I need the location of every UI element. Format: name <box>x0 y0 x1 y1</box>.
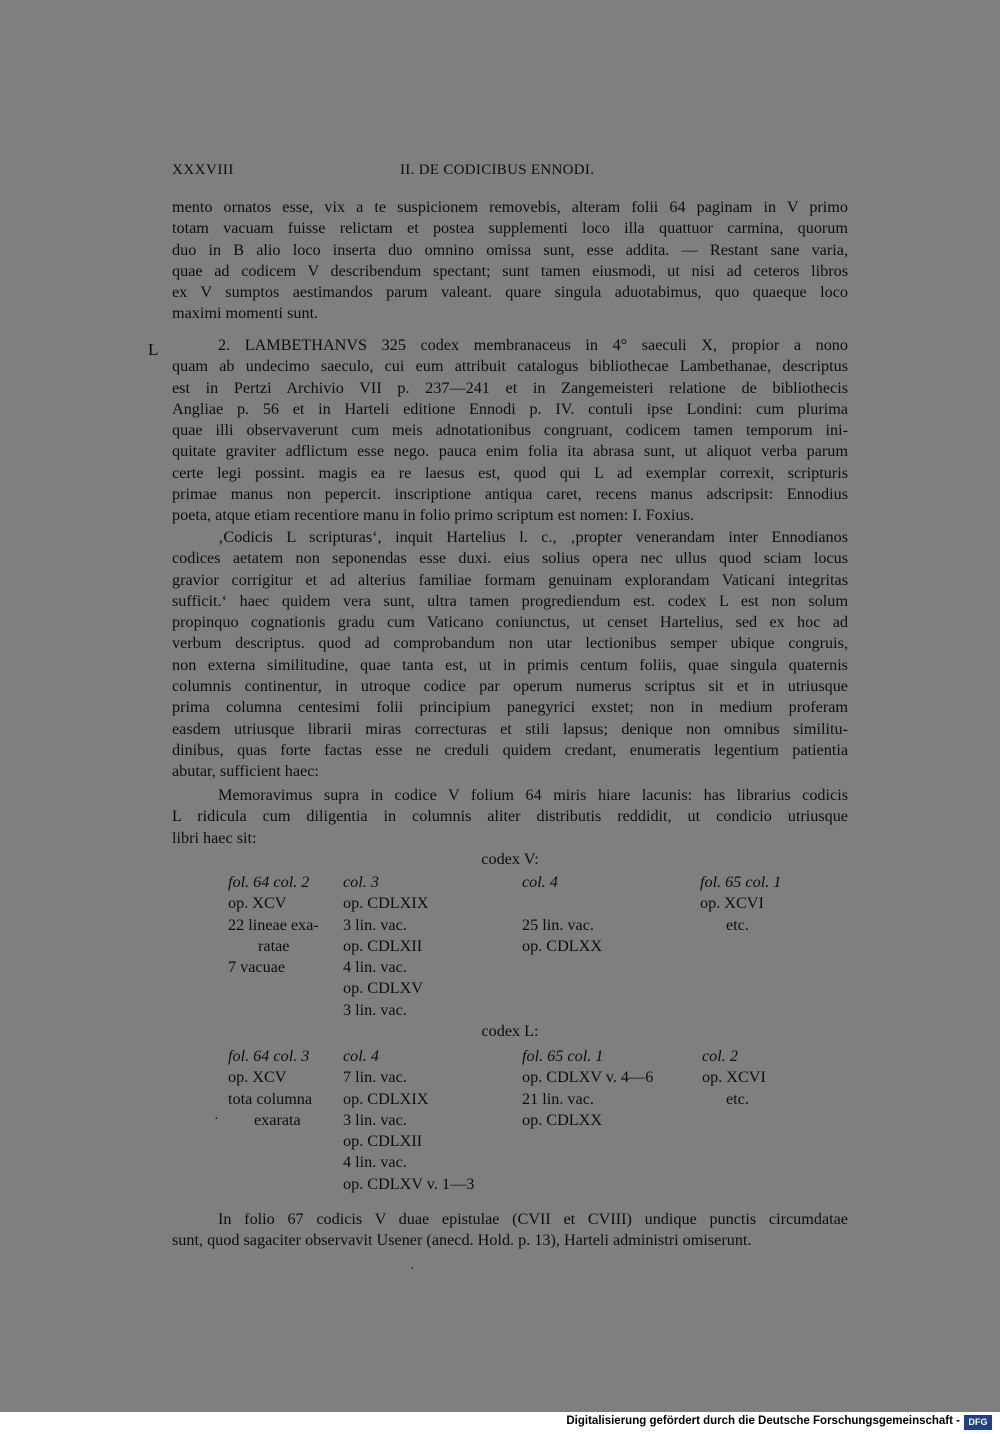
table-cell: op. CDLXV v. 4—6 <box>522 1068 654 1087</box>
text-line: est in Pertzi Archivio VII p. 237—241 et in Zangemeisteri relatione de bibliothecis <box>172 378 848 397</box>
text-line: mento ornatos esse, vix a te suspicionem removebis, alteram folii 64 paginam in V primo <box>172 198 848 216</box>
table-cell: exarata <box>254 1110 301 1129</box>
page-number: XXXVIII <box>172 162 234 178</box>
table-cell: op. XCV <box>228 894 287 913</box>
text-line: poeta, atque etiam recentiore manu in folio primo scriptum est nomen: I. Foxius. <box>172 506 694 525</box>
text-line: dinibus, quas forte factas esse ne creduli quidem credant, enumeratis legentium patientia <box>172 740 848 759</box>
table-cell: etc. <box>726 915 749 934</box>
table-cell: ratae <box>258 936 290 955</box>
table-cell: 7 lin. vac. <box>343 1068 407 1087</box>
table-cell: op. CDLXII <box>343 936 423 955</box>
text-line: gravior corrigitur et ad alterius familiae formam genuinam explorandam Vaticani integritas <box>172 570 848 589</box>
text-line: L ridicula cum diligentia in columnis aliter distributis reddidit, ut condicio utriusque <box>172 807 848 826</box>
text-line: In folio 67 codicis V duae epistulae (CVII et CVIII) undique punctis circumdatae <box>218 1210 848 1228</box>
text-line: non externa similitudine, quae tanta est, ut in primis centum foliis, quae singula quaternis <box>172 655 848 674</box>
codex-l-col-3 <box>522 1046 653 1131</box>
table-cell: op. XCV <box>228 1068 287 1087</box>
text-line: libri haec sit: <box>172 828 257 847</box>
table-cell: op. XCVI <box>700 894 764 913</box>
text-line: propinquo cognationis gradu cum Vaticano coniunctus, ut censet Hartelius, sed ex hoc ad <box>172 613 848 632</box>
table-cell: op. CDLXII <box>343 1132 423 1151</box>
text-line: verbum descriptus. quod ad comprobandum non utar lectionibus semper ubique congruis, <box>172 634 848 653</box>
col-heading: fol. 64 col. 2 <box>228 873 310 891</box>
table-cell: op. CDLXX <box>522 936 603 955</box>
codex-v-col-1 <box>228 872 319 978</box>
col-heading: col. 4 <box>522 873 558 891</box>
codex-v-col-2 <box>343 872 428 1021</box>
codex-l-col-1 <box>228 1046 312 1131</box>
text-line: quae illi observaverunt cum meis adnotationibus congruant, codicem tamen temporum ini- <box>172 421 848 440</box>
footer-banner <box>0 1412 1000 1434</box>
table-cell: op. CDLXV v. 1—3 <box>343 1174 475 1193</box>
codex-v-col-4 <box>700 872 781 936</box>
table-cell: tota columna <box>228 1089 313 1108</box>
col-heading: col. 3 <box>343 873 379 891</box>
codex-l-title: codex L: <box>481 1022 539 1040</box>
table-cell: 4 lin. vac. <box>343 958 407 977</box>
text-line: maximi momenti sunt. <box>172 304 319 323</box>
col-heading: fol. 65 col. 1 <box>700 873 782 891</box>
table-cell: etc. <box>726 1089 749 1108</box>
table-cell: op. CDLXIX <box>343 1089 429 1108</box>
codex-v-title: codex V: <box>481 850 539 868</box>
paragraph-2 <box>172 335 848 527</box>
col-heading: fol. 64 col. 3 <box>228 1047 310 1065</box>
col-heading: col. 2 <box>702 1047 738 1065</box>
text-line: quitate graviter adflictum esse nego. pauca enim folia ita abrasa sunt, ut aliquot verba parum <box>172 442 848 461</box>
table-cell: 3 lin. vac. <box>343 1000 407 1019</box>
page-header <box>172 162 848 184</box>
text-line: Memoravimus supra in codice V folium 64 miris hiare lacunis: has librarius codicis <box>218 786 848 804</box>
paragraph-4 <box>172 785 848 849</box>
text-line: ex V sumptos aestimandos parum valeant. quare singula aduotabimus, quo quaeque loco <box>172 283 848 302</box>
table-cell: op. XCVI <box>702 1068 766 1087</box>
text-line: certe legi possint. magis ea re laesus est, quod qui L ad exemplar correxit, scripturis <box>172 463 848 482</box>
footer-text: Digitalisierung gefördert durch die Deutsche Forschungsgemeinschaft - <box>566 1415 960 1427</box>
text-line: quae ad codicem V describendum spectant; sunt tamen eiusmodi, ut nisi ad ceteros libros <box>172 261 848 280</box>
table-cell: 3 lin. vac. <box>343 915 407 934</box>
text-line: sufficit.‘ haec quidem vera sunt, ultra tamen progrediendum est. codex L est non solum <box>172 591 848 610</box>
col-heading: col. 4 <box>343 1047 379 1065</box>
text-line: sunt, quod sagaciter observavit Usener (anecd. Hold. p. 13), Harteli administri omiserunt. <box>172 1231 752 1250</box>
table-cell: op. CDLXV <box>343 979 424 998</box>
text-line: columnis continentur, in utroque codice par operum numerus scriptus sit et in utriusque <box>172 677 848 696</box>
paragraph-3 <box>172 527 848 783</box>
table-cell: op. CDLXX <box>522 1110 603 1129</box>
table-cell: 21 lin. vac. <box>522 1089 594 1108</box>
table-cell <box>522 893 602 914</box>
text-line: abutar, sufficient haec: <box>172 762 319 781</box>
dfg-logo-icon: DFG <box>964 1415 992 1430</box>
table-cell: 7 vacuae <box>228 958 286 977</box>
text-line: ‚Codicis L scripturas‘, inquit Hartelius l. c., ‚propter venerandam inter Ennodianos <box>218 528 848 546</box>
table-cell: 3 lin. vac. <box>343 1110 407 1129</box>
codex-l-col-2 <box>343 1046 474 1195</box>
text-line: primae manus non pepercit. inscriptione antiqua caret, recens manus adscripsit: Ennodius <box>172 485 848 504</box>
text-line: codices aetatem non seponendas esse duxi. eius solius opera nec ullus quod sciam locus <box>172 549 848 568</box>
text-line: 2. LAMBETHANVS 325 codex membranaceus in 4° saeculi X, propior a nono <box>218 336 848 354</box>
text-line: prima columna centesimi folii principium panegyrici exstet; non in medium proferam <box>172 698 848 717</box>
codex-l-col-4 <box>702 1046 766 1110</box>
table-cell: op. CDLXIX <box>343 894 429 913</box>
col-heading: fol. 65 col. 1 <box>522 1047 604 1065</box>
paragraph-5 <box>172 1209 848 1252</box>
margin-siglum: L <box>148 340 159 359</box>
text-line: duo in B alio loco inserta duo omnino omissa sunt, esse addita. — Restant sane varia, <box>172 240 848 259</box>
table-cell: 25 lin. vac. <box>522 915 594 934</box>
table-cell: 22 lineae exa- <box>228 915 319 934</box>
paragraph-1 <box>172 197 848 325</box>
stray-mark: · <box>214 1112 219 1127</box>
table-cell: 4 lin. vac. <box>343 1153 407 1172</box>
text-line: Angliae p. 56 et in Harteli editione Ennodi p. IV. contuli ipse Londini: cum plurima <box>172 399 848 418</box>
text-line: totam vacuam fuisse relictam et postea supplementi loco illa quattuor carmina, quorum <box>172 219 848 238</box>
text-line: easdem utriusque librarii miras correcturas et stili lapsus; denique non omnibus similitu- <box>172 719 848 738</box>
stray-mark: · <box>410 1262 415 1277</box>
codex-v-col-3 <box>522 872 602 957</box>
text-line: quam ab undecimo saeculo, cui eum attribuit catalogus bibliothecae Lambethanae, descriptus <box>172 357 848 376</box>
running-head: II. DE CODICIBUS ENNODI. <box>400 162 595 178</box>
